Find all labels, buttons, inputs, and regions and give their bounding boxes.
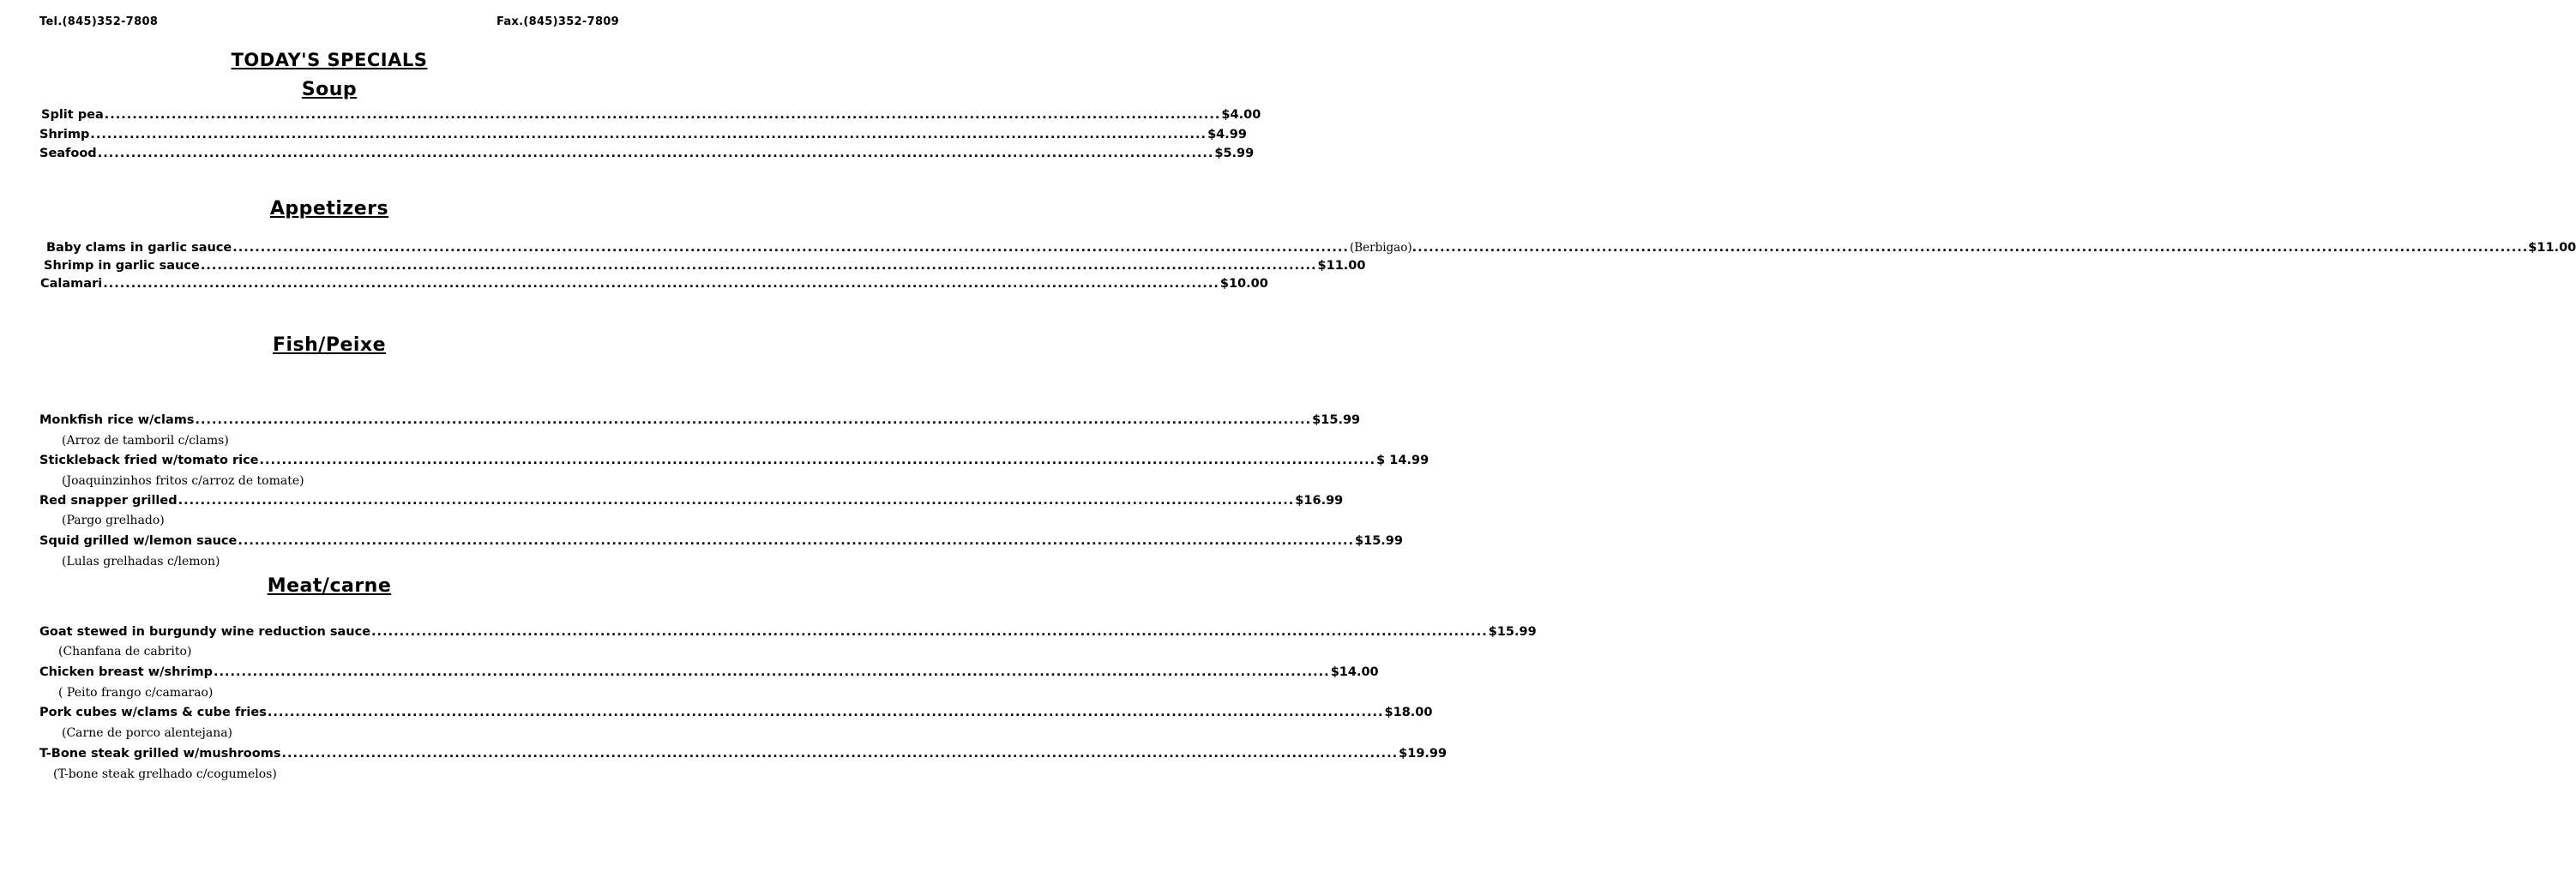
leader-dots: ........................................................................................................................................................................................................ xyxy=(195,413,1312,427)
item-name: Chicken breast w/shrimp xyxy=(39,665,214,679)
item-price: $10.00 xyxy=(1219,277,1268,291)
leader-dots: ........................................................................................................................................................................................................ xyxy=(214,665,1330,679)
item-price: $15.99 xyxy=(1312,413,1361,427)
menu-item xyxy=(46,241,2576,255)
item-name: Red snapper grilled xyxy=(39,494,178,508)
item-name: Shrimp in garlic sauce xyxy=(44,259,200,273)
item-price: $11.00 xyxy=(1317,259,1366,273)
leader-dots: ........................................................................................................................................................................................................ xyxy=(97,147,1214,160)
item-price: $19.99 xyxy=(1399,747,1447,761)
item-price: $4.99 xyxy=(1207,128,1247,141)
menu-item xyxy=(39,128,1247,141)
leader-dots: ........................................................................................................................................................................................................ xyxy=(267,706,1384,719)
leader-dots: ........................................................................................................................................................................................................ xyxy=(232,241,1349,255)
item-name: T-Bone steak grilled w/mushrooms xyxy=(39,747,281,761)
menu-item xyxy=(39,625,1537,639)
page-title: TODAY'S SPECIALS xyxy=(231,50,428,70)
leader-dots: ........................................................................................................................................................................................................ xyxy=(103,277,1219,291)
item-translation: (Pargo grelhado) xyxy=(62,514,165,527)
menu-item xyxy=(40,277,1268,291)
item-price: $15.99 xyxy=(1488,625,1537,639)
telephone-number: Tel.(845)352-7808 xyxy=(39,15,159,28)
item-price: $16.99 xyxy=(1295,494,1344,508)
item-name: Seafood xyxy=(39,147,97,160)
leader-dots: ........................................................................................................................................................................................................ xyxy=(104,108,1221,122)
menu-item xyxy=(39,413,1361,427)
leader-dots: ........................................................................................................................................................................................................ xyxy=(371,625,1488,639)
menu-item xyxy=(39,454,1429,467)
item-translation: ( Peito frango c/camarao) xyxy=(58,686,214,700)
item-translation: (Carne de porco alentejana) xyxy=(62,726,233,740)
leader-dots: ........................................................................................................................................................................................................ xyxy=(281,747,1399,761)
item-price: $4.00 xyxy=(1221,108,1261,122)
item-translation: (Chanfana de cabrito) xyxy=(58,645,192,658)
item-name: Split pea xyxy=(41,108,104,122)
menu-item xyxy=(44,259,1366,273)
item-price: $14.00 xyxy=(1330,665,1379,679)
item-translation: (T-bone steak grelhado c/cogumelos) xyxy=(53,767,277,781)
fish-heading: Fish/Peixe xyxy=(272,334,387,356)
item-translation: (Lulas grelhadas c/lemon) xyxy=(62,555,220,568)
item-name: Goat stewed in burgundy wine reduction sauce xyxy=(39,625,371,639)
item-note: (Berbigao) xyxy=(1349,241,1412,255)
menu-item xyxy=(39,494,1344,508)
menu-item xyxy=(39,665,1379,679)
item-name: Stickleback fried w/tomato rice xyxy=(39,454,259,467)
item-name: Shrimp xyxy=(39,128,90,141)
menu-item xyxy=(39,147,1255,160)
item-translation: (Joaquinzinhos fritos c/arroz de tomate) xyxy=(62,474,304,488)
item-name: Pork cubes w/clams & cube fries xyxy=(39,706,267,719)
menu-item xyxy=(39,706,1433,719)
leader-dots: ........................................................................................................................................................................................................ xyxy=(200,259,1317,273)
item-price: $5.99 xyxy=(1214,147,1255,160)
appetizers-heading: Appetizers xyxy=(269,198,389,220)
meat-heading: Meat/carne xyxy=(267,575,392,597)
leader-dots: ........................................................................................................................................................................................................ xyxy=(90,128,1207,141)
item-name: Squid grilled w/lemon sauce xyxy=(39,534,238,548)
item-name: Calamari xyxy=(40,277,103,291)
item-price: $ 14.99 xyxy=(1376,454,1429,467)
leader-dots: ........................................................................................................................................................................................................ xyxy=(259,454,1376,467)
soup-heading: Soup xyxy=(301,79,358,100)
item-price: $18.00 xyxy=(1384,706,1433,719)
item-price: $11.00 xyxy=(2528,241,2576,255)
menu-item xyxy=(39,534,1403,548)
leader-dots: ........................................................................................................................................................................................................ xyxy=(238,534,1355,548)
item-price: $15.99 xyxy=(1355,534,1403,548)
leader-dots: ........................................................................................................................................................................................................ xyxy=(178,494,1295,508)
contact-header xyxy=(39,15,619,28)
item-name: Monkfish rice w/clams xyxy=(39,413,195,427)
item-translation: (Arroz de tamboril c/clams) xyxy=(62,434,229,448)
menu-item xyxy=(39,747,1447,761)
menu-item xyxy=(41,108,1261,122)
leader-dots: ........................................................................................................................................................................................................ xyxy=(1411,241,2529,255)
item-name: Baby clams in garlic sauce xyxy=(46,241,232,255)
fax-number: Fax.(845)352-7809 xyxy=(496,15,619,28)
